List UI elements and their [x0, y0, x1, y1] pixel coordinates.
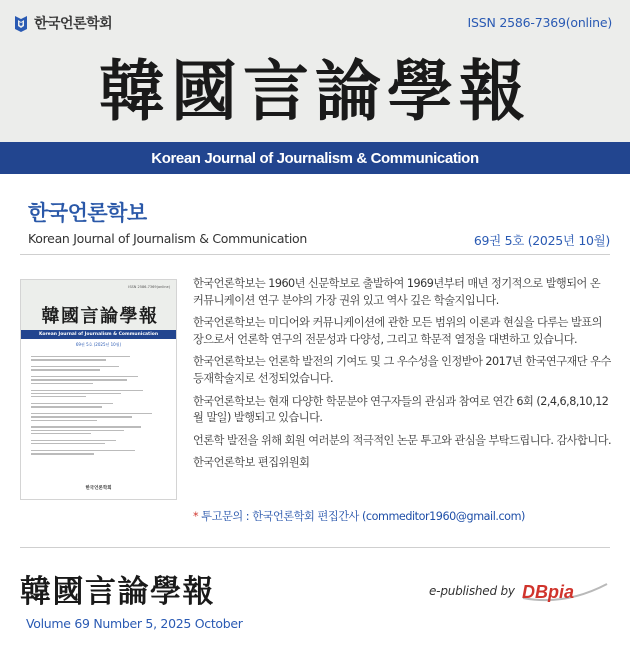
page-title: 한국언론학보 [28, 201, 147, 225]
svg-text:韓國言論學報: 韓國言論學報 [20, 574, 215, 608]
intro-paragraph: 한국언론학보는 현재 다양한 학문분야 연구자들의 관심과 참여로 연간 6회 (2,4,6,8,10,12월 말일) 발행되고 있습니다. [193, 394, 609, 425]
intro-paragraph: 언론학 발전을 위해 회원 여러분의 적극적인 논문 투고와 관심을 부탁드립니다. 감사합니다. [193, 433, 612, 447]
signature: 한국언론학보 편집위원회 [193, 456, 310, 470]
cover-publisher: 한국언론학회 [85, 486, 112, 491]
svg-text:韓國言論學報: 韓國言論學報 [41, 306, 159, 326]
calligraphy-title-logo [70, 50, 560, 128]
intro-text [193, 276, 613, 478]
society-logo-icon [14, 14, 28, 32]
org-name: 한국언론학회 [34, 16, 113, 32]
divider [20, 547, 610, 548]
submission-contact-link[interactable] [193, 508, 525, 524]
calligraphy-title-text: 韓國言論學報 [99, 52, 531, 128]
volume-label: Volume 69 Number 5, 2025 October [26, 616, 243, 631]
cover-calligraphy [35, 302, 165, 326]
divider [20, 254, 610, 255]
org-brand[interactable] [14, 13, 112, 33]
dbpia-logo-text: DBpia [522, 582, 575, 602]
issue-label[interactable]: 69권 5호 (2025년 10월) [473, 233, 610, 248]
english-subtitle: Korean Journal of Journalism & Communication [28, 231, 307, 246]
journal-cover-image[interactable] [20, 279, 177, 500]
cover-issue: 69권 5호 (2025년 10월) [75, 342, 122, 347]
intro-paragraph: 한국언론학보는 언론학 발전의 기여도 및 그 우수성을 인정받아 2017년 한국연구재단 우수등재학술지로 선정되었습니다. [193, 355, 611, 386]
journal-banner-bar [0, 142, 630, 174]
dbpia-logo[interactable] [519, 578, 611, 604]
contact-text: 투고문의 : 한국언론학회 편집간사 (commeditor1960@gmail.com) [201, 510, 525, 523]
cover-contents-list [31, 356, 168, 460]
e-published-label: e-published by [429, 584, 515, 598]
issn-label: ISSN 2586-7369(online) [467, 15, 612, 30]
intro-paragraph: 한국언론학보는 1960년 신문학보로 출발하여 1969년부터 매년 정기적으로 발행되어 온 커뮤니케이션 연구 분야의 가장 권위 있고 역사 깊은 학술지입니다. [193, 277, 601, 307]
banner-english-title: Korean Journal of Journalism & Communication [151, 149, 479, 167]
intro-paragraph: 한국언론학보는 미디어와 커뮤니케이션에 관한 모든 범위의 이론과 현실을 다루는 발표의 장으로서 언론학 연구의 전문성과 다양성, 그리고 학문적 열정을 대변하고 있습니다. [193, 316, 602, 346]
cover-banner: Korean Journal of Journalism & Communication [21, 330, 176, 339]
cover-issn: ISSN 2586-7369(online) [128, 285, 170, 289]
footer-calligraphy-logo [20, 572, 238, 608]
asterisk-marker: * [193, 510, 199, 523]
